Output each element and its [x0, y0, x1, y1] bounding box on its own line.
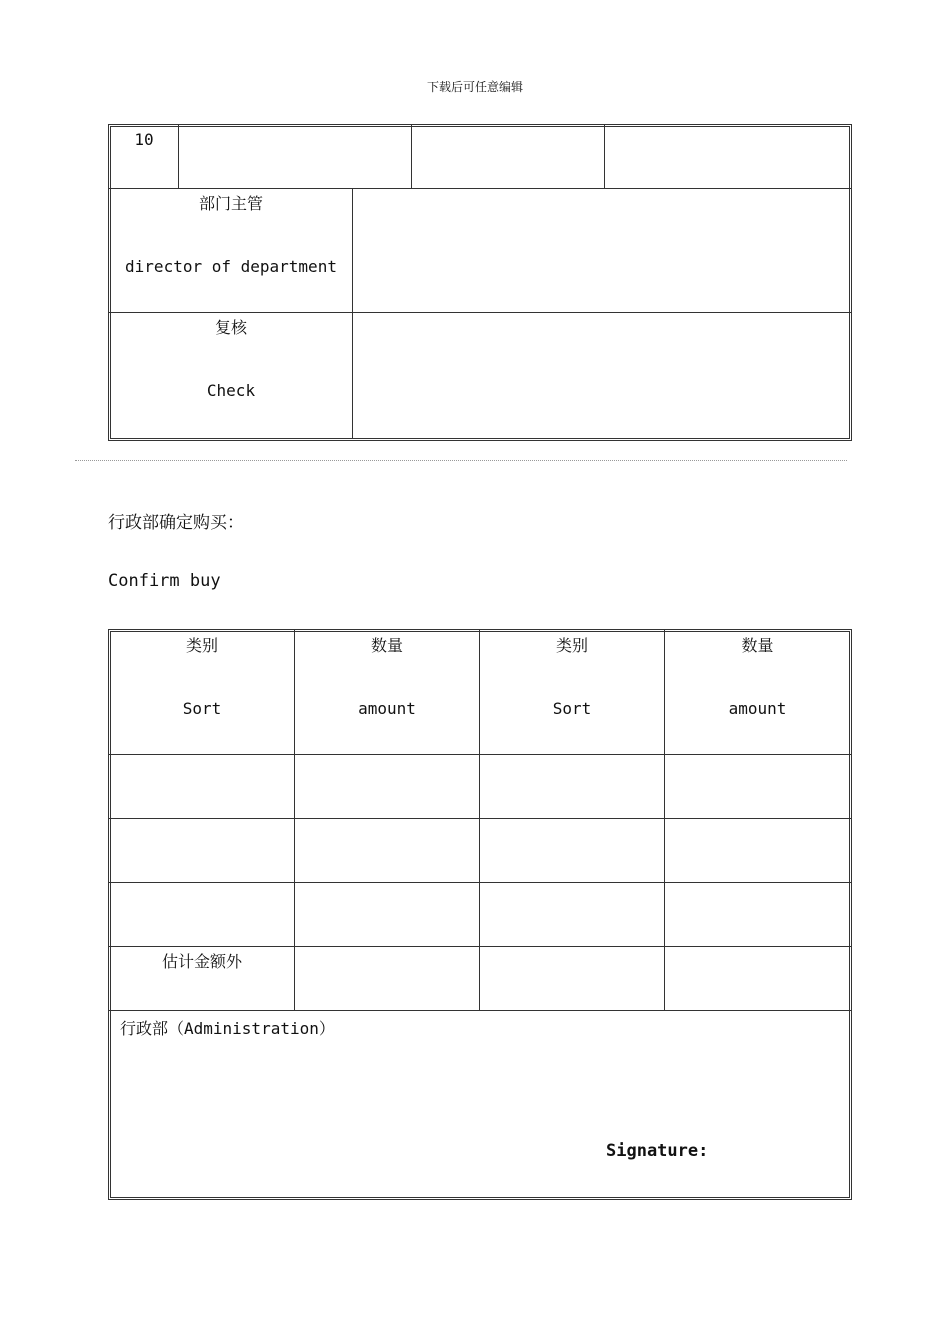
- confirm-heading-cn: 行政部确定购买：: [108, 513, 244, 533]
- confirm-table-row-divider-3: [109, 882, 851, 883]
- row-10-cell-4[interactable]: [606, 127, 849, 187]
- director-label-en: director of department: [125, 257, 337, 276]
- confirm-table-row-divider-1: [109, 754, 851, 755]
- section-separator: [75, 460, 847, 461]
- confirm-table-row-divider-5: [109, 1010, 851, 1011]
- estimate-cell-3[interactable]: [481, 948, 663, 1009]
- header-sort-2-cn: 类别: [555, 636, 588, 655]
- confirm-heading-en: Confirm buy: [108, 571, 221, 591]
- administration-label: 行政部（Administration）: [120, 1019, 335, 1038]
- header-amount-2-cn: 数量: [741, 636, 774, 655]
- row-10-cell-2[interactable]: [180, 127, 410, 187]
- table-row[interactable]: [110, 756, 850, 817]
- top-table-row-divider-2: [109, 312, 851, 313]
- table-row[interactable]: [110, 884, 850, 945]
- top-table-col-divider-1: [178, 125, 179, 188]
- header-sort-1-cn: 类别: [185, 636, 218, 655]
- top-table-label-divider: [352, 188, 353, 439]
- top-table-col-divider-3: [604, 125, 605, 188]
- header-sort-2-en: Sort: [552, 699, 592, 718]
- estimate-cell-2[interactable]: [296, 948, 478, 1009]
- check-input-cell[interactable]: [354, 314, 849, 438]
- confirm-table-row-divider-4: [109, 946, 851, 947]
- top-table-col-divider-2: [411, 125, 412, 188]
- confirm-table-row-divider-2: [109, 818, 851, 819]
- estimate-cell-4[interactable]: [666, 948, 849, 1009]
- check-label-cn: 复核: [214, 318, 247, 337]
- header-sort-1-en: Sort: [182, 699, 222, 718]
- estimate-label: 估计金额外: [161, 952, 242, 971]
- signature-field[interactable]: [710, 1136, 845, 1166]
- header-note: 下载后可任意编辑: [426, 80, 523, 94]
- header-amount-1-en: amount: [358, 699, 416, 718]
- top-table-row-divider-1: [109, 188, 851, 189]
- signature-label: Signature:: [606, 1141, 709, 1161]
- header-amount-1-cn: 数量: [370, 636, 403, 655]
- director-input-cell[interactable]: [354, 190, 849, 311]
- table-row[interactable]: [110, 820, 850, 881]
- header-amount-2-en: amount: [728, 699, 787, 718]
- row-number: 10: [134, 130, 154, 149]
- director-label-cn: 部门主管: [198, 194, 263, 213]
- check-label-en: Check: [206, 381, 256, 400]
- row-10-cell-3[interactable]: [413, 127, 603, 187]
